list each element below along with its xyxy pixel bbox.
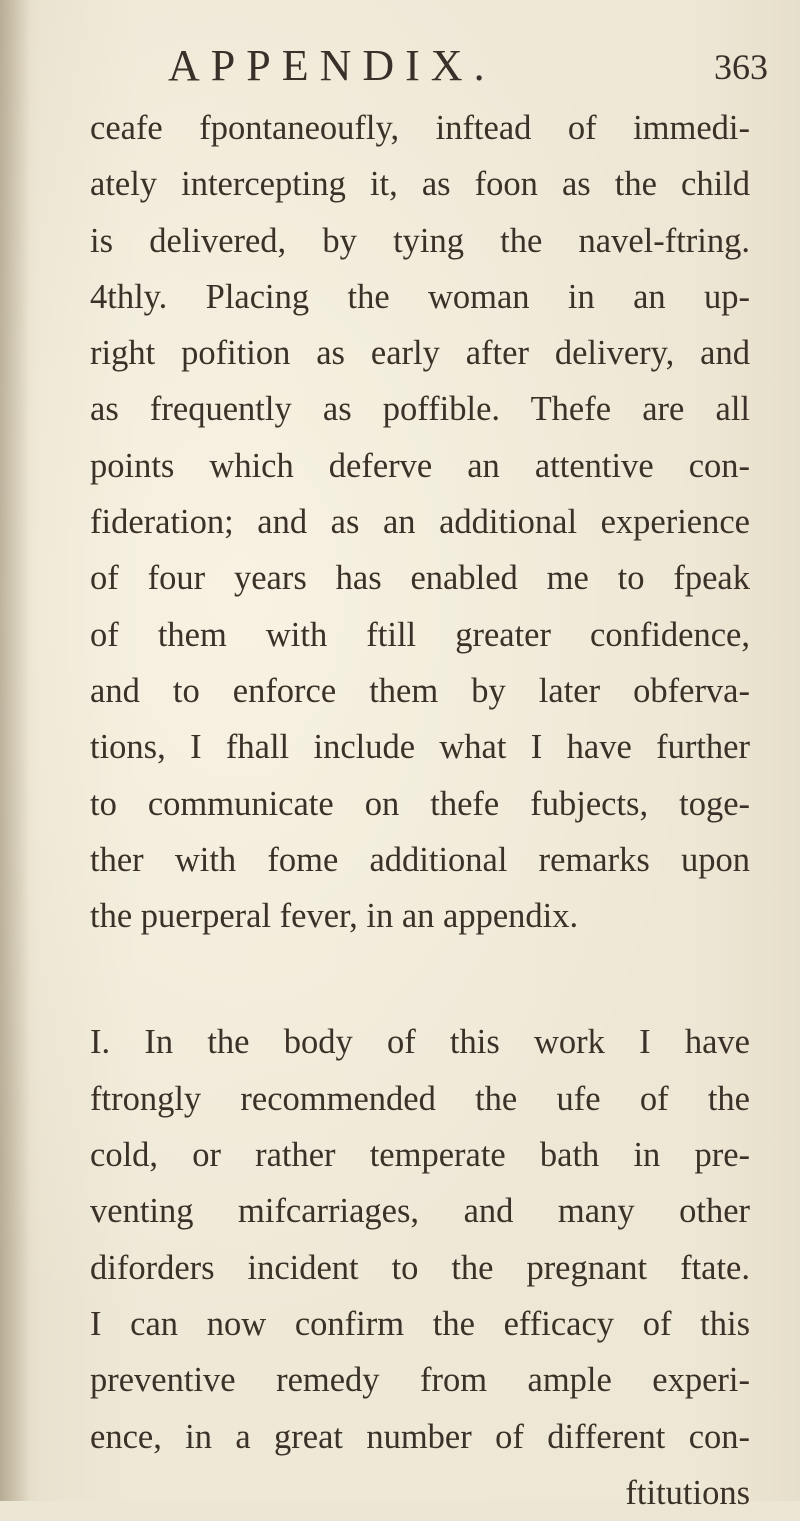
body-text bbox=[90, 100, 750, 1521]
text-line: ence, in a great number of different con- bbox=[90, 1417, 750, 1456]
text-line: tions, I fhall include what I have further bbox=[90, 728, 750, 767]
text-line: ceafe fpontaneoufly, inftead of immedi- bbox=[90, 109, 750, 147]
text-line: 4thly. Placing the woman in an up- bbox=[90, 277, 750, 316]
text-line: I. In the body of this work I have bbox=[90, 1023, 750, 1062]
text-line: fideration; and as an additional experience bbox=[90, 503, 750, 542]
text-line: as frequently as poffible. Thefe are all bbox=[90, 390, 750, 429]
paragraph-1 bbox=[90, 100, 750, 944]
text-line: points which deferve an attentive con- bbox=[90, 446, 750, 485]
text-line: is delivered, by tying the navel-ftring. bbox=[90, 221, 750, 260]
page-header bbox=[168, 40, 768, 90]
text-line: to communicate on thefe fubjects, toge- bbox=[90, 784, 750, 823]
text-line: venting mifcarriages, and many other bbox=[90, 1192, 750, 1231]
text-line: and to enforce them by later obferva- bbox=[90, 671, 750, 710]
paragraph-2 bbox=[90, 1014, 750, 1521]
running-head: APPENDIX. bbox=[168, 41, 496, 90]
text-line: cold, or rather temperate bath in pre- bbox=[90, 1136, 750, 1175]
text-line: I can now confirm the efficacy of this bbox=[90, 1304, 750, 1343]
text-line: ately intercepting it, as foon as the child bbox=[90, 165, 750, 204]
page-gutter-shadow bbox=[0, 0, 30, 1501]
text-line: ftrongly recommended the ufe of the bbox=[90, 1079, 750, 1118]
page-number: 363 bbox=[714, 47, 768, 87]
text-line: the puerperal fever, in an appendix. bbox=[90, 897, 579, 936]
text-line: right pofition as early after delivery, and bbox=[90, 334, 750, 373]
text-line: ther with fome additional remarks upon bbox=[90, 840, 750, 879]
catchword: ftitutions bbox=[625, 1473, 750, 1512]
text-line: diforders incident to the pregnant ftate. bbox=[90, 1248, 750, 1287]
text-line: preventive remedy from ample experi- bbox=[90, 1361, 750, 1400]
text-line: of them with ftill greater confidence, bbox=[90, 615, 750, 654]
text-line: of four years has enabled me to fpeak bbox=[90, 559, 750, 598]
